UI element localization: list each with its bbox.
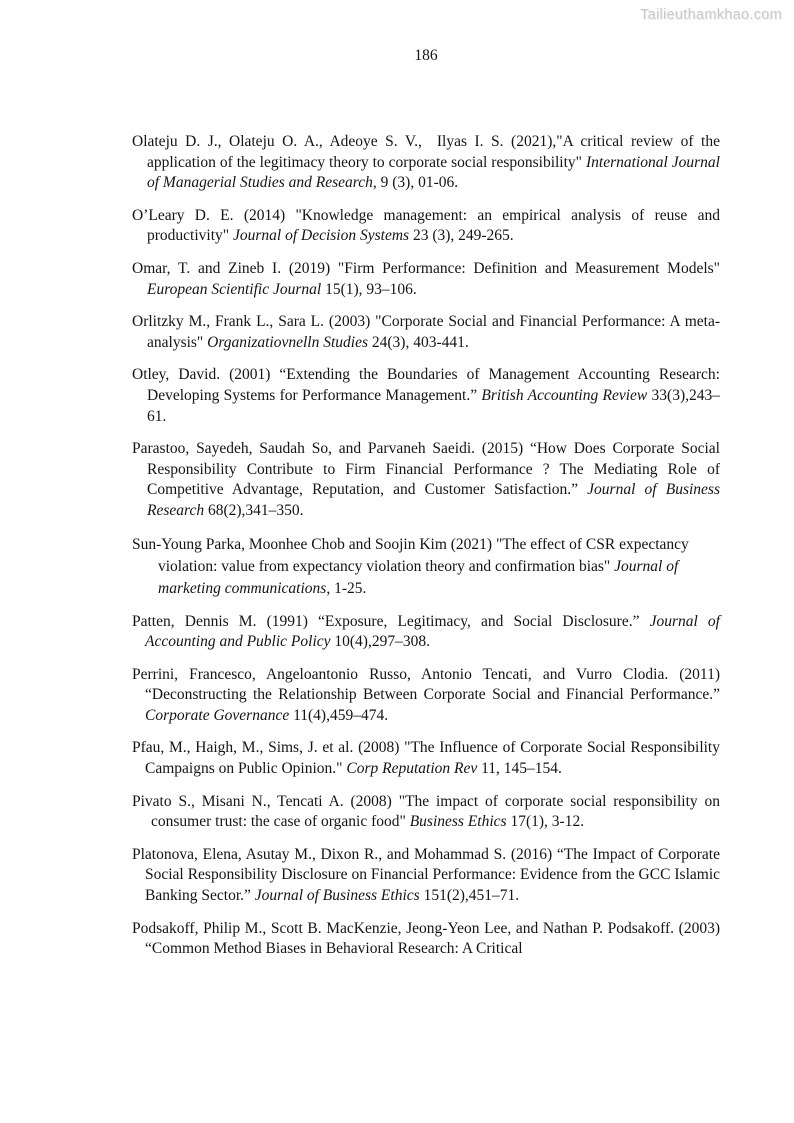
reference-entry — [132, 439, 720, 521]
reference-pages: , 9 (3), 01-06. — [372, 174, 459, 192]
journal-title: Journal of marketing communications — [158, 557, 679, 597]
reference-entry — [132, 132, 720, 194]
page-number: 186 — [414, 47, 438, 64]
journal-title: Journal of Business Research — [147, 481, 720, 519]
references-list — [132, 132, 720, 972]
journal-title: Organizatiovnelln Studies — [207, 333, 369, 351]
reference-text: Perrini, Francesco, Angeloantonio Russo, Antonio Tencati, and Vurro Clodia. (2011) “Deconstructing the Relationship Between Corporate Social and Financial Performance.” — [132, 665, 720, 704]
reference-pages: 11, 145–154. — [477, 760, 562, 778]
reference-entry — [132, 534, 720, 600]
reference-entry — [132, 845, 720, 907]
reference-text: O’Leary D. E. (2014) "Knowledge management: an empirical analysis of reuse and productivity" — [132, 206, 720, 245]
reference-text: Orlitzky M., Frank L., Sara L. (2003) "Corporate Social and Financial Performance: A meta-analysis" — [132, 313, 720, 351]
reference-pages: 24(3), 403-441. — [368, 333, 469, 351]
reference-pages: 151(2),451–71. — [419, 887, 520, 905]
journal-title: Journal of Accounting and Public Policy — [145, 612, 720, 651]
reference-text: Podsakoff, Philip M., Scott B. MacKenzie, Jeong-Yeon Lee, and Nathan P. Podsakoff. (2003) “Common Method Biases in Behavioral Research: A Critical — [132, 919, 720, 958]
journal-title: International Journal of Managerial Studies and Research — [147, 153, 720, 192]
reference-text: Otley, David. (2001) “Extending the Boundaries of Management Accounting Research: Developing Systems for Performance Management.” — [132, 366, 720, 404]
reference-pages: 15(1), 93–106. — [321, 280, 417, 298]
journal-title: Journal of Decision Systems — [232, 227, 410, 245]
journal-title: Journal of Business Ethics — [254, 887, 420, 905]
reference-pages: 17(1), 3-12. — [506, 813, 585, 831]
journal-title: European Scientific Journal — [147, 280, 322, 298]
reference-text: Pfau, M., Haigh, M., Sims, J. et al. (2008) "The Influence of Corporate Social Responsibility Campaigns on Public Opinion." — [132, 739, 720, 778]
reference-entry — [132, 259, 720, 300]
reference-entry — [132, 612, 720, 653]
reference-entry — [132, 665, 720, 727]
journal-title: Corporate Governance — [145, 706, 290, 724]
reference-entry — [132, 365, 720, 427]
reference-pages: 10(4),297–308. — [330, 633, 430, 651]
reference-text: Patten, Dennis M. (1991) “Exposure, Legitimacy, and Social Disclosure.” — [132, 612, 650, 630]
reference-entry — [132, 919, 720, 960]
reference-pages: 11(4),459–474. — [289, 706, 389, 724]
reference-entry — [132, 738, 720, 779]
reference-pages: , 1-25. — [326, 579, 367, 597]
journal-title: Corp Reputation Rev — [346, 760, 478, 778]
journal-title: British Accounting Review — [481, 386, 648, 404]
reference-entry — [132, 792, 720, 833]
reference-pages: 68(2),341–350. — [204, 501, 304, 519]
journal-title: Business Ethics — [409, 813, 507, 831]
reference-pages: 23 (3), 249-265. — [409, 227, 514, 245]
reference-entry — [132, 312, 720, 353]
reference-entry — [132, 206, 720, 247]
reference-text: Pivato S., Misani N., Tencati A. (2008) "The impact of corporate social responsibility on consumer trust: the case of organic food" — [132, 792, 720, 831]
reference-text: Omar, T. and Zineb I. (2019) "Firm Performance: Definition and Measurement Models" — [132, 259, 720, 277]
reference-text: Parastoo, Sayedeh, Saudah So, and Parvaneh Saeidi. (2015) “How Does Corporate Social Responsibility Contribute to Firm Financial Performance ? The Mediating Role of Competitive Advantage, Reputation, and Customer Satisfaction.” — [132, 440, 720, 499]
reference-text: Platonova, Elena, Asutay M., Dixon R., and Mohammad S. (2016) “The Impact of Corporate Social Responsibility Disclosure on Financial Performance: Evidence from the GCC Islamic Banking Sector.” — [132, 845, 720, 905]
watermark: Tailieuthamkhao.com — [640, 7, 782, 23]
reference-pages: 33(3),243–61. — [147, 386, 720, 425]
reference-text: Sun-Young Parka, Moonhee Chob and Soojin Kim (2021) "The effect of CSR expectancy violation: value from expectancy violation theory and confirmation bias" — [132, 535, 689, 575]
reference-text: Olateju D. J., Olateju O. A., Adeoye S. V., Ilyas I. S. (2021),"A critical review of the application of the legitimacy theory to corporate social responsibility" — [132, 133, 720, 171]
